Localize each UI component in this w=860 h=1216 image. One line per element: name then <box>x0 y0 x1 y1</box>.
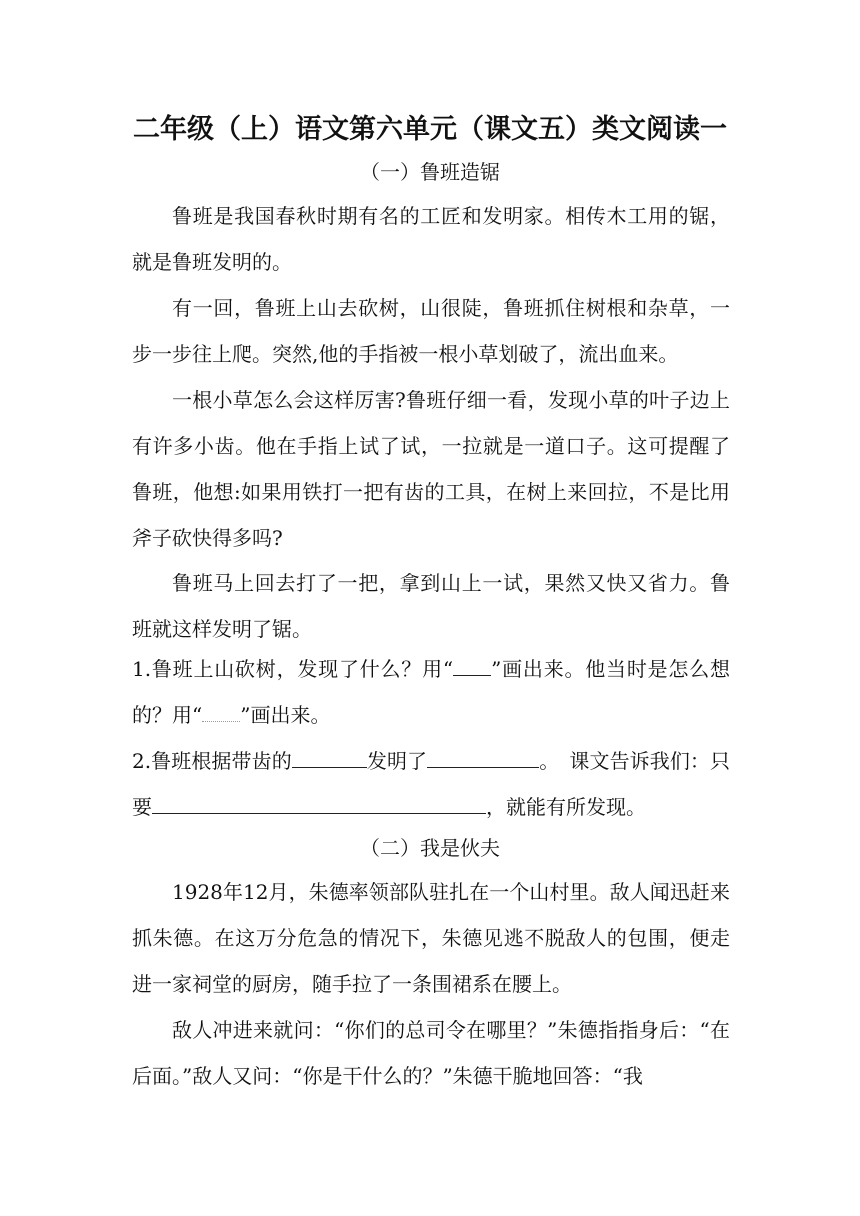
answer-blank-1[interactable] <box>292 745 367 768</box>
answer-blank-3[interactable] <box>152 791 486 814</box>
section-heading-2: （二）我是伙夫 <box>360 836 500 860</box>
question-1-part-a: 1.鲁班上山砍树，发现了什么？用“ <box>132 657 454 681</box>
question-2-part-d: ，就能有所发现。 <box>486 795 646 819</box>
question-2-part-a: 2.鲁班根据带齿的 <box>132 749 292 773</box>
question-2-part-b: 发明了 <box>366 749 428 773</box>
question-2-part-c: 。 课文告诉我们：只要 <box>132 749 731 819</box>
paragraph-1-1: 鲁班是我国春秋时期有名的工匠和发明家。相传木工用的锯，就是鲁班发明的。 <box>132 204 730 274</box>
paragraph-2-1: 1928年12月，朱德率领部队驻扎在一个山村里。敌人闻迅赶来抓朱德。在这万分危急的情况下，朱德见逃不脱敌人的包围，便走进一家祠堂的厨房，随手拉了一条围裙系在腰上。 <box>132 880 730 996</box>
paragraph-2-2: 敌人冲进来就问：“你们的总司令在哪里？”朱德指指身后：“在后面。”敌人又问：“你是干什么的？”朱德干脆地回答：“我 <box>132 1018 730 1088</box>
question-1-part-c: ”画出来。 <box>240 703 331 727</box>
section-heading-1: （一）鲁班造锯 <box>360 160 500 184</box>
question-1 <box>132 646 730 738</box>
question-1-part-b: ”画出来。他当时是怎么想的？用“ <box>132 657 730 727</box>
document-title: 二年级（上）语文第六单元（课文五）类文阅读一 <box>133 114 727 145</box>
paragraph-1-4: 鲁班马上回去打了一把，拿到山上一试，果然又快又省力。鲁班就这样发明了锯。 <box>132 571 730 641</box>
paragraph-1-3: 一根小草怎么会这样厉害?鲁班仔细一看，发现小草的叶子边上有许多小齿。他在手指上试了试，一拉就是一道口子。这可提醒了鲁班，他想:如果用铁打一把有齿的工具，在树上来回拉，不是比用斧子砍快得多吗? <box>132 388 730 550</box>
answer-blank-solid[interactable] <box>453 653 491 676</box>
question-2 <box>132 738 730 830</box>
answer-blank-2[interactable] <box>427 745 539 768</box>
answer-blank-dotted[interactable] <box>202 699 240 722</box>
paragraph-1-2: 有一回，鲁班上山去砍树，山很陡，鲁班抓住树根和杂草，一步一步往上爬。突然,他的手指被一根小草划破了，流出血来。 <box>132 296 730 366</box>
